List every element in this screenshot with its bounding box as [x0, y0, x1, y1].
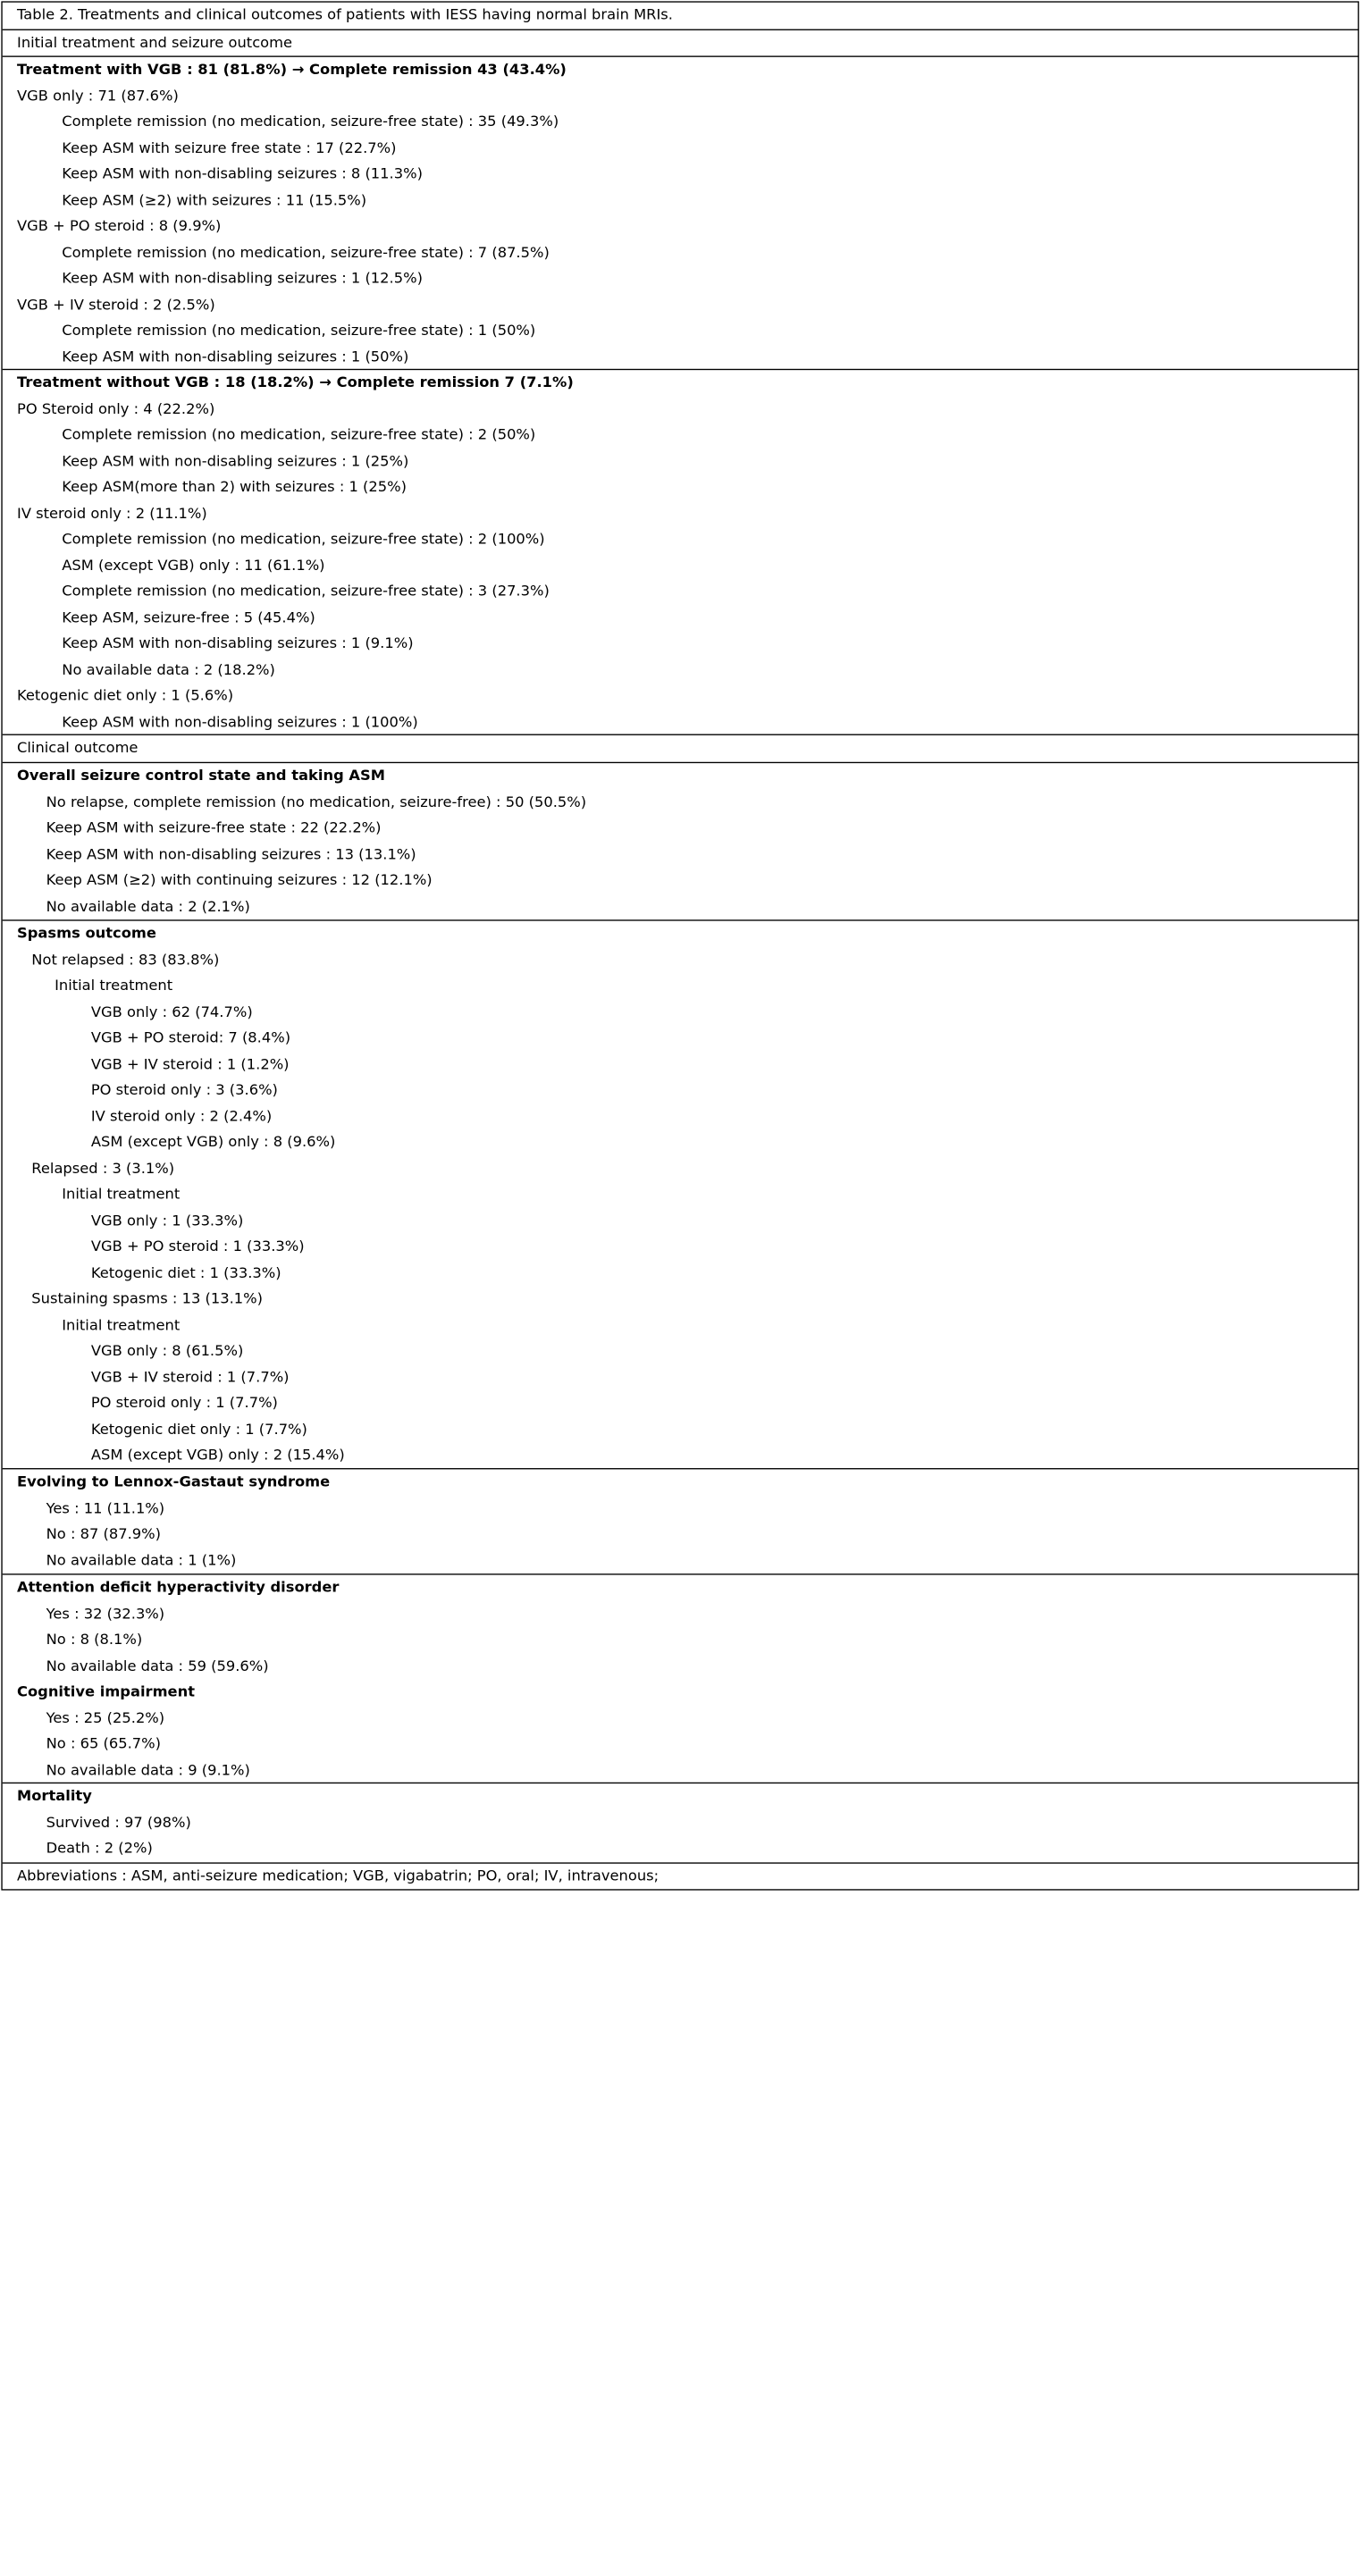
list-item: Keep ASM with non-disabling seizures : 1 (50%) — [62, 348, 409, 365]
list-item: Ketogenic diet only : 1 (7.7%) — [90, 1420, 307, 1438]
subgroup-label: VGB + IV steroid : 2 (2.5%) — [17, 295, 215, 313]
list-item: Complete remission (no medication, seizure-free state) : 35 (49.3%) — [62, 113, 559, 130]
initial-treatment-label: Initial treatment — [55, 977, 173, 994]
list-item: No : 87 (87.9%) — [46, 1524, 162, 1542]
list-item: Yes : 32 (32.3%) — [46, 1604, 165, 1622]
list-item: ASM (except VGB) only : 8 (9.6%) — [90, 1133, 336, 1151]
list-item: PO steroid only : 1 (7.7%) — [90, 1394, 278, 1412]
list-item: No relapse, complete remission (no medication, seizure-free) : 50 (50.5%) — [46, 793, 587, 810]
list-item: Ketogenic diet : 1 (33.3%) — [90, 1263, 281, 1281]
list-item: VGB + IV steroid : 1 (1.2%) — [90, 1054, 290, 1072]
group-header: Attention deficit hyperactivity disorder — [17, 1578, 340, 1596]
table-caption: Table 2. Treatments and clinical outcomes of patients with IESS having normal brain MRIs. — [17, 5, 673, 23]
list-item: Yes : 25 (25.2%) — [46, 1708, 165, 1726]
list-item: Keep ASM with non-disabling seizures : 1 (25%) — [62, 451, 409, 469]
list-item: No available data : 9 (9.1%) — [46, 1760, 250, 1779]
list-item: Keep ASM with non-disabling seizures : 8 (11.3%) — [62, 164, 423, 182]
list-item: Survived : 97 (98%) — [46, 1813, 191, 1831]
subgroup-label: VGB + PO steroid : 8 (9.9%) — [17, 217, 222, 235]
initial-treatment-label: Initial treatment — [62, 1185, 181, 1203]
section-title: Initial treatment and seizure outcome — [17, 34, 293, 52]
list-item: VGB + IV steroid : 1 (7.7%) — [90, 1368, 290, 1386]
list-item: VGB + PO steroid: 7 (8.4%) — [90, 1028, 291, 1046]
abbreviations: Abbreviations : ASM, anti-seizure medication; VGB, vigabatrin; PO, oral; IV, intravenous; — [17, 1867, 659, 1884]
outcomes-table — [1, 1, 1358, 1890]
group-header: Mortality — [17, 1787, 92, 1805]
list-item: PO steroid only : 3 (3.6%) — [90, 1080, 278, 1098]
subgroup-label: IV steroid only : 2 (11.1%) — [17, 504, 207, 522]
list-item: VGB + PO steroid : 1 (33.3%) — [90, 1238, 305, 1255]
list-item: Complete remission (no medication, seizure-free state) : 2 (100%) — [62, 530, 545, 548]
list-item: Keep ASM with non-disabling seizures : 1 (100%) — [62, 712, 418, 730]
group-header: Spasms outcome — [17, 924, 156, 942]
spasms-outcome-group — [3, 919, 1358, 1469]
list-item: No available data : 2 (2.1%) — [46, 897, 250, 915]
list-item: Complete remission (no medication, seizure-free state) : 3 (27.3%) — [62, 582, 550, 600]
adhd-cognitive-group — [3, 1573, 1358, 1783]
list-item: Keep ASM with non-disabling seizures : 1 (12.5%) — [62, 269, 423, 287]
list-item: IV steroid only : 2 (2.4%) — [90, 1107, 273, 1125]
list-item: Complete remission (no medication, seizure-free state) : 2 (50%) — [62, 425, 536, 443]
group-header: Cognitive impairment — [17, 1682, 196, 1700]
list-item: Yes : 11 (11.1%) — [46, 1498, 165, 1516]
subgroup-label: Relapsed : 3 (3.1%) — [31, 1159, 175, 1177]
list-item: VGB only : 1 (33.3%) — [90, 1211, 244, 1229]
section-clinical-outcome — [3, 734, 1358, 764]
list-item: No available data : 2 (18.2%) — [62, 660, 275, 678]
list-item: Keep ASM (≥2) with seizures : 11 (15.5%) — [62, 190, 367, 208]
group-header: Treatment with VGB : 81 (81.8%) → Complete remission 43 (43.4%) — [17, 60, 567, 78]
list-item: Keep ASM with non-disabling seizures : 13 (13.1%) — [46, 844, 416, 862]
list-item: No available data : 59 (59.6%) — [46, 1657, 269, 1674]
group-header: Overall seizure control state and taking ASM — [17, 767, 385, 785]
list-item: VGB only : 8 (61.5%) — [90, 1341, 244, 1359]
subgroup-label: Sustaining spasms : 13 (13.1%) — [31, 1289, 263, 1307]
non-vgb-treatment-group — [3, 369, 1358, 735]
vgb-treatment-group — [3, 55, 1358, 370]
table-caption-section — [3, 3, 1358, 29]
group-header: Treatment without VGB : 18 (18.2%) → Complete remission 7 (7.1%) — [17, 373, 574, 391]
abbreviations-section — [3, 1862, 1358, 1889]
initial-treatment-label: Initial treatment — [62, 1315, 181, 1333]
lgs-group — [3, 1468, 1358, 1574]
list-item: Keep ASM (≥2) with continuing seizures : 12 (12.1%) — [46, 870, 433, 888]
list-item: VGB only : 62 (74.7%) — [90, 1003, 253, 1020]
list-item: ASM (except VGB) only : 2 (15.4%) — [90, 1446, 345, 1464]
group-header: Evolving to Lennox-Gastaut syndrome — [17, 1473, 331, 1490]
list-item: Keep ASM with non-disabling seizures : 1 (9.1%) — [62, 634, 414, 652]
section-title: Clinical outcome — [17, 738, 139, 756]
overall-seizure-control-group — [3, 762, 1358, 921]
list-item: Complete remission (no medication, seizure-free state) : 7 (87.5%) — [62, 243, 550, 261]
section-initial-treatment — [3, 29, 1358, 57]
list-item: Keep ASM(more than 2) with seizures : 1 (25%) — [62, 478, 407, 496]
list-item: ASM (except VGB) only : 11 (61.1%) — [62, 556, 325, 574]
list-item: Death : 2 (2%) — [46, 1839, 153, 1857]
list-item: Keep ASM with seizure-free state : 22 (22.2%) — [46, 818, 382, 836]
list-item: No : 8 (8.1%) — [46, 1631, 143, 1649]
subgroup-label: Not relapsed : 83 (83.8%) — [31, 950, 220, 968]
subgroup-label: Ketogenic diet only : 1 (5.6%) — [17, 686, 234, 704]
subgroup-label: VGB only : 71 (87.6%) — [17, 87, 179, 105]
list-item: No : 65 (65.7%) — [46, 1734, 162, 1752]
list-item: Keep ASM with seizure free state : 17 (22.7%) — [62, 138, 397, 156]
list-item: No available data : 1 (1%) — [46, 1551, 237, 1569]
list-item: Keep ASM, seizure-free : 5 (45.4%) — [62, 608, 315, 625]
mortality-group — [3, 1783, 1358, 1864]
list-item: Complete remission (no medication, seizure-free state) : 1 (50%) — [62, 321, 536, 339]
subgroup-label: PO Steroid only : 4 (22.2%) — [17, 399, 215, 417]
